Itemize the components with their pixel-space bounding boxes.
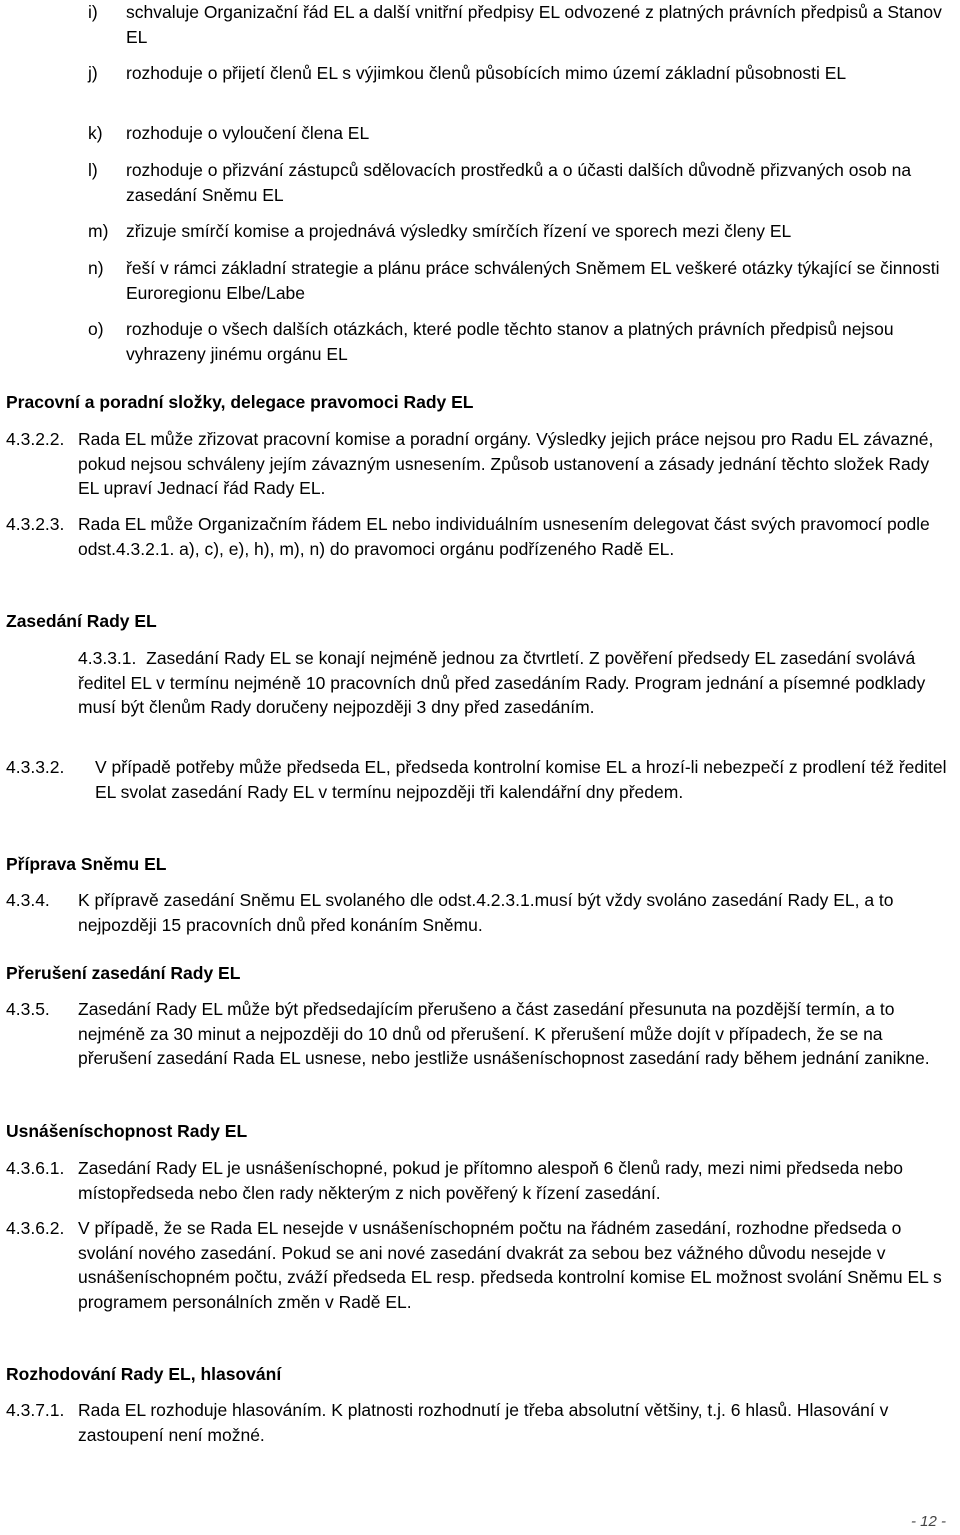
list-item-label: n) [88,258,104,278]
paragraph-number: 4.3.2.2. [6,429,65,449]
list-item-label: o) [88,319,104,339]
paragraph-text: Rada EL může zřizovat pracovní komise a poradní orgány. Výsledky jejich práce nejsou pro Radu EL závazné, pokud nejsou schváleny jejím závazným usnesením. Způsob ustanovení a zásady jednání těchto složek Rady EL upraví Jednací řád Rady EL. [78,429,934,498]
paragraph-number: 4.3.6.1. [6,1158,65,1178]
paragraph-text: Zasedání Rady EL je usnášeníschopné, pokud je přítomno alespoň 6 členů rady, mezi nimi předseda nebo místopředseda nebo člen rady některým z nich pověřený k řízení zasedání. [78,1158,903,1203]
list-item-text: schvaluje Organizační řád EL a další vnitřní předpisy EL odvozené z platných právních předpisů a Stanov EL [126,2,942,47]
paragraph-text: Rada EL může Organizačním řádem EL nebo individuálním usnesením delegovat část svých pravomocí podle odst.4.3.2.1. a), c), e), h), m), n) do pravomoci orgánu podřízeného Radě EL. [78,514,930,559]
page-number: - 12 - [910,1513,946,1530]
list-item-label: l) [88,160,98,180]
list-item-label: i) [88,2,98,22]
paragraph-text [78,646,952,720]
list-item-text: řeší v rámci základní strategie a plánu práce schválených Sněmem EL veškeré otázky týkající se činnosti Euroregionu Elbe/Labe [126,258,940,303]
list-item-text: rozhoduje o všech dalších otázkách, které podle těchto stanov a platných právních předpisů nejsou vyhrazeny jinému orgánu EL [126,319,894,364]
section-heading: Zasedání Rady EL [6,611,157,631]
list-item-text: zřizuje smírčí komise a projednává výsledky smírčích řízení ve sporech mezi členy EL [126,221,792,241]
list-item-label: m) [88,221,109,241]
list-item-text: rozhoduje o vyloučení člena EL [126,123,370,143]
section-heading: Příprava Sněmu EL [6,854,167,874]
list-item-label: k) [88,123,103,143]
paragraph-number: 4.3.4. [6,890,50,910]
section-heading: Usnášeníschopnost Rady EL [6,1121,248,1141]
paragraph-number: 4.3.3.1. [78,648,137,668]
paragraph-text: Zasedání Rady EL může být předsedajícím přerušeno a část zasedání přesunuta na pozdější termín, a to nejméně za 30 minut a nejpozději do 10 dnů od přerušení. K přerušení může dojít v případech, že se na přerušení zasedání Rada EL usnese, nebo jestliže usnášeníschopnost zasedání rady během jednání zanikne. [78,999,930,1068]
paragraph-number: 4.3.7.1. [6,1400,65,1420]
section-heading: Rozhodování Rady EL, hlasování [6,1364,282,1384]
list-item-label: j) [88,63,98,83]
section-heading: Pracovní a poradní složky, delegace pravomoci Rady EL [6,392,474,412]
paragraph-number: 4.3.5. [6,999,50,1019]
paragraph-text: Rada EL rozhoduje hlasováním. K platnosti rozhodnutí je třeba absolutní většiny, t.j. 6 hlasů. Hlasování v zastoupení není možné. [78,1400,889,1445]
list-item-text: rozhoduje o přijetí členů EL s výjimkou členů působících mimo území základní působnosti EL [126,63,847,83]
section-heading: Přerušení zasedání Rady EL [6,963,241,983]
paragraph-text: V případě, že se Rada EL nesejde v usnášeníschopném počtu na řádném zasedání, rozhodne předseda o svolání nového zasedání. Pokud se ani nové zasedání dvakrát za sebou bez vážného důvodu nesejde v usnášeníschopném počtu, zváží předseda EL resp. předseda kontrolní komise EL možnost svolání Sněmu EL s programem personálních změn v Radě EL. [78,1218,942,1312]
paragraph-text: V případě potřeby může předseda EL, předseda kontrolní komise EL a hrozí-li nebezpečí z prodlení též ředitel EL svolat zasedání Rady EL v termínu nejpozději tři kalendářní dny předem. [95,757,947,802]
paragraph-text-inline: Zasedání Rady EL se konají nejméně jednou za čtvrtletí. Z pověření předsedy EL zasedání svolává ředitel EL v termínu nejméně 10 pracovních dnů před zasedáním Rady. Program jednání a písemné podklady musí být členům Rady doručeny nejpozději 3 dny před zasedáním. [78,648,926,717]
paragraph-number: 4.3.2.3. [6,514,65,534]
paragraph-number: 4.3.6.2. [6,1218,65,1238]
list-item-text: rozhoduje o přizvání zástupců sdělovacích prostředků a o účasti dalších důvodně přizvaných osob na zasedání Sněmu EL [126,160,912,205]
paragraph-text: K přípravě zasedání Sněmu EL svolaného dle odst.4.2.3.1.musí být vždy svoláno zasedání Rady EL, a to nejpozději 15 pracovních dnů před konáním Sněmu. [78,890,894,935]
paragraph-number: 4.3.3.2. [6,757,65,777]
